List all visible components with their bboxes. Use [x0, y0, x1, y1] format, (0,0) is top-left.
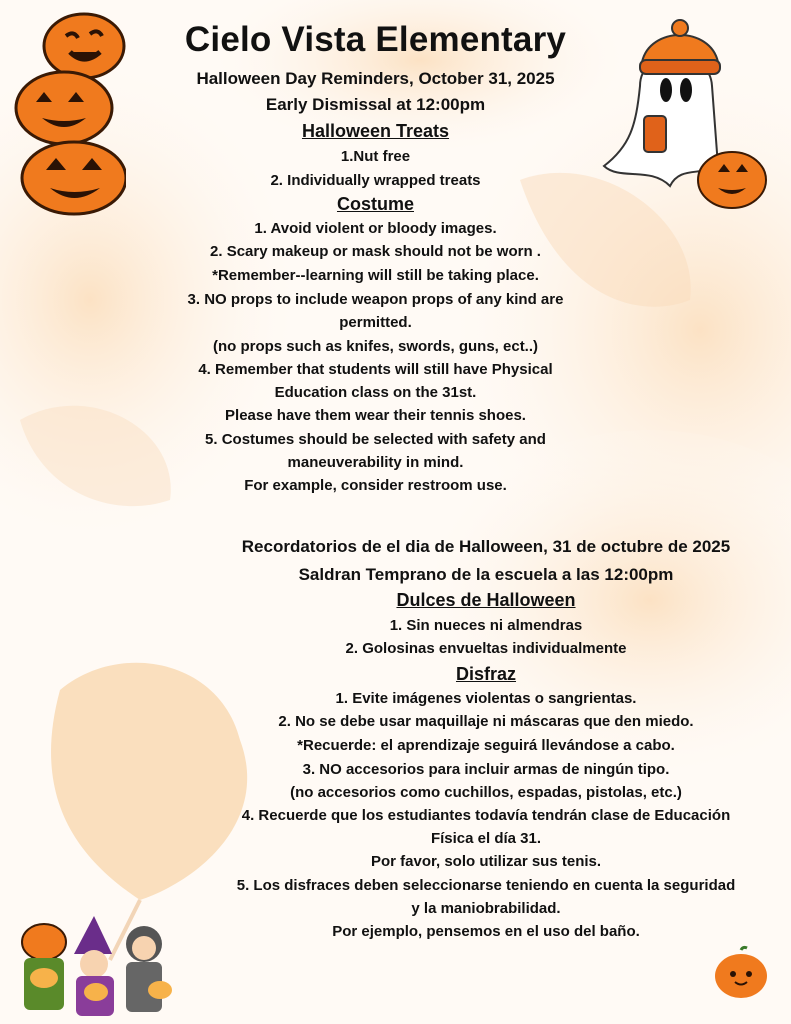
costume-line: permitted.	[339, 314, 412, 331]
kids-in-costumes-icon	[4, 914, 182, 1020]
small-pumpkin-icon	[713, 944, 769, 1000]
costume-line: Please have them wear their tennis shoes.	[225, 407, 526, 424]
costume-line: (no props such as knifes, swords, guns, ect..)	[212, 338, 539, 355]
reminders-subtitle: Halloween Day Reminders, October 31, 2025	[196, 69, 555, 88]
spanish-costume-line: Física el día 31.	[430, 830, 542, 847]
spanish-treats-heading: Dulces de Halloween	[396, 590, 576, 610]
treat-item: 1.Nut free	[340, 148, 411, 165]
costume-line: Education class on the 31st.	[274, 384, 477, 401]
spanish-costume-line: Por favor, solo utilizar sus tenis.	[370, 853, 602, 870]
costume-line: 3. NO props to include weapon props of any kind are	[187, 291, 564, 308]
costume-line: 5. Costumes should be selected with safety and	[205, 431, 546, 448]
spanish-costume-line: y la maniobrabilidad.	[411, 900, 561, 917]
spanish-costume-heading: Disfraz	[455, 664, 517, 684]
school-title: Cielo Vista Elementary	[184, 20, 567, 59]
costume-line: 1. Avoid violent or bloody images.	[254, 220, 497, 237]
spanish-costume-line: 4. Recuerde que los estudiantes todavía tendrán clase de Educación	[241, 807, 731, 824]
spanish-costume-line: 3. NO accesorios para incluir armas de ningún tipo.	[302, 761, 670, 778]
costume-line: For example, consider restroom use.	[244, 477, 507, 494]
spanish-early-dismissal-text: Saldran Temprano de la escuela a las 12:00pm	[298, 565, 674, 584]
costume-line: maneuverability in mind.	[287, 454, 464, 471]
spanish-costume-line: 2. No se debe usar maquillaje ni máscaras que den miedo.	[278, 713, 694, 730]
spanish-costume-line: *Recuerde: el aprendizaje seguirá llevándose a cabo.	[297, 737, 675, 754]
spanish-costume-line: 5. Los disfraces deben seleccionarse teniendo en cuenta la seguridad	[236, 877, 736, 894]
spanish-costume-line: Por ejemplo, pensemos en el uso del baño.	[332, 923, 640, 940]
treats-heading: Halloween Treats	[301, 121, 450, 141]
costume-line: 2. Scary makeup or mask should not be worn .	[210, 243, 541, 260]
costume-line: *Remember--learning will still be taking place.	[212, 267, 539, 284]
spanish-treat-item: 2. Golosinas envueltas individualmente	[345, 640, 627, 657]
costume-heading: Costume	[336, 194, 414, 214]
early-dismissal-text: Early Dismissal at 12:00pm	[265, 95, 486, 114]
spanish-treat-item: 1. Sin nueces ni almendras	[389, 617, 583, 634]
costume-line: 4. Remember that students will still have Physical	[198, 361, 553, 378]
spanish-costume-line: (no accesorios como cuchillos, espadas, pistolas, etc.)	[290, 784, 682, 801]
spanish-costume-line: 1. Evite imágenes violentas o sangrientas.	[335, 690, 637, 707]
treat-item: 2. Individually wrapped treats	[270, 172, 481, 189]
spanish-reminders-subtitle: Recordatorios de el dia de Halloween, 31 de octubre de 2025	[241, 537, 731, 556]
